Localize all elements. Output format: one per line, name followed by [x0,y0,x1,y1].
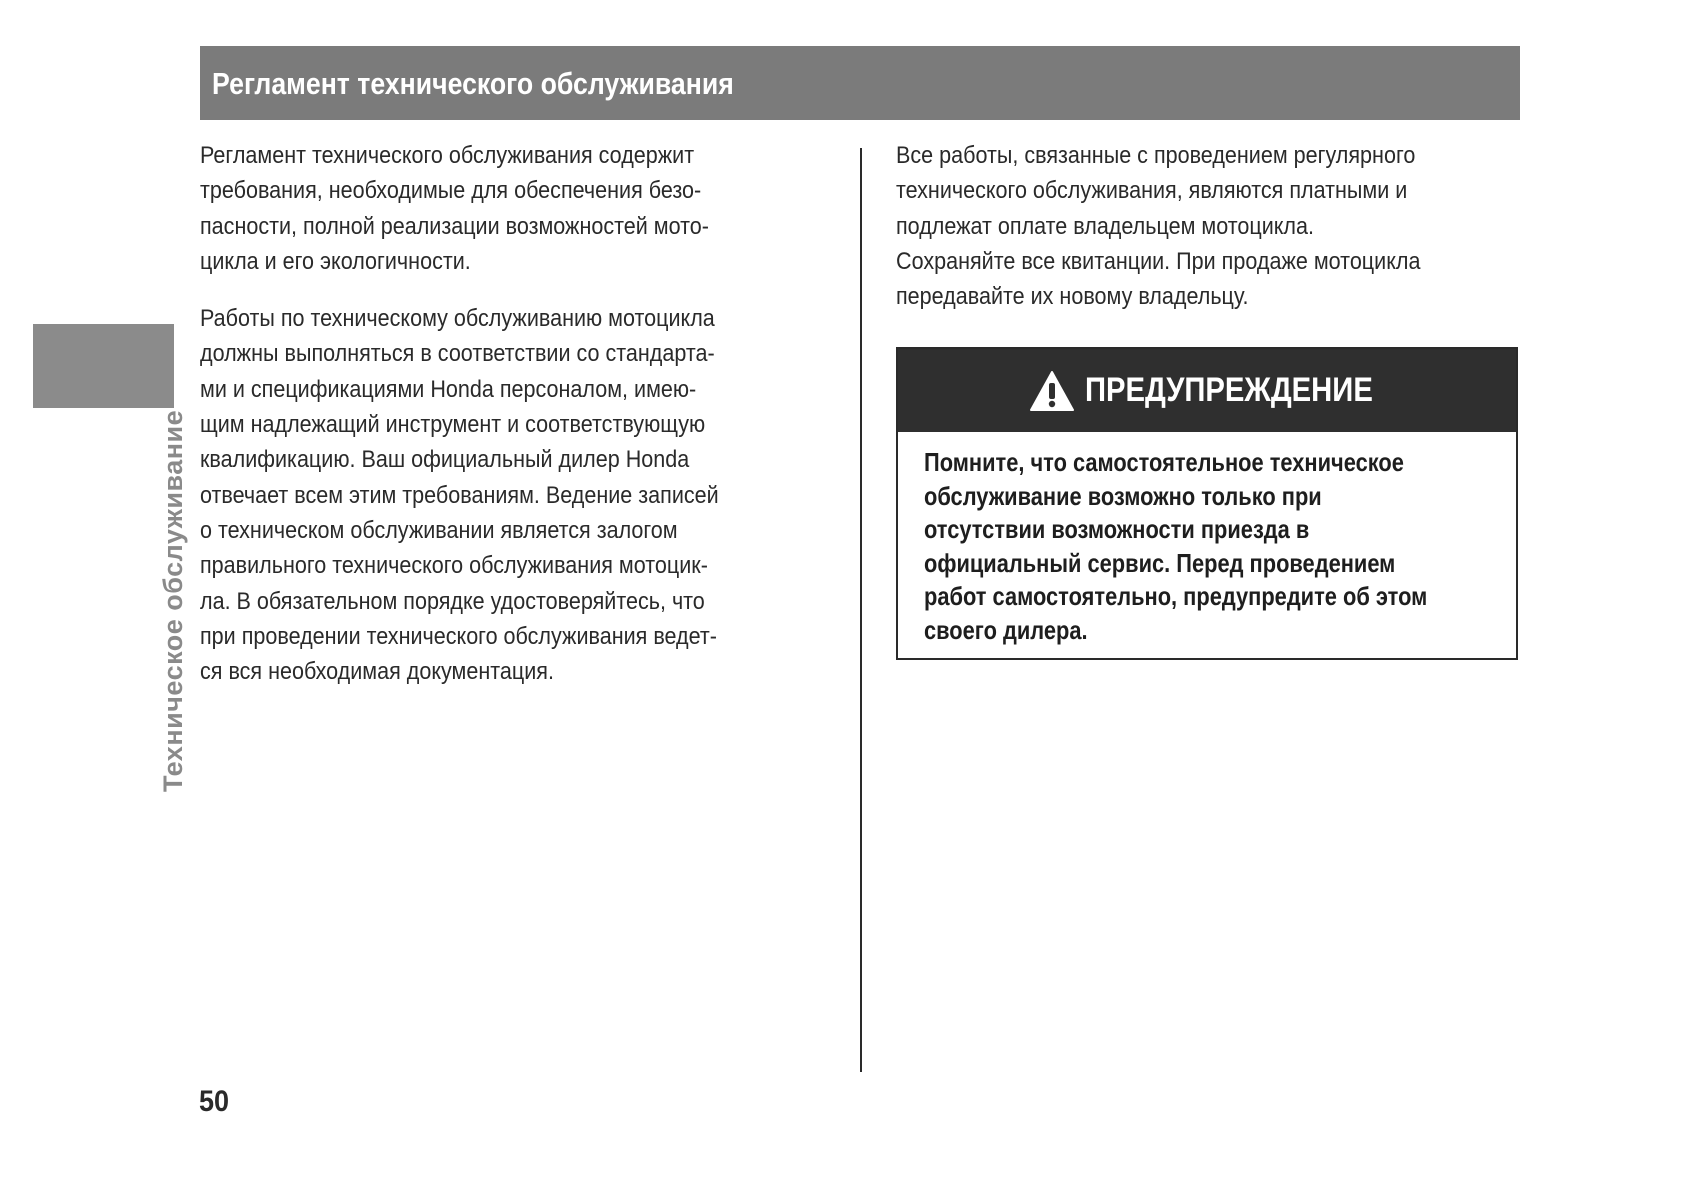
warning-line: официальный сервис. Перед проведением [924,547,1396,578]
warning-box [896,347,1518,660]
text-line: должны выполняться в соответствии со стандарта- [200,340,715,368]
column-divider [860,148,862,1072]
section-header [200,46,1520,120]
text-line: Регламент технического обслуживания содержит [200,142,695,169]
warning-triangle-icon [1029,370,1075,412]
page-title: Регламент технического обслуживания [212,66,734,101]
warning-title: ПРЕДУПРЕЖДЕНИЕ [1085,371,1373,409]
warning-line: своего дилера. [924,614,1088,645]
text-line: требования, необходимые для обеспечения безо- [200,177,702,205]
side-tab-label: Техническое обслуживание [158,409,188,792]
text-line: передавайте их новому владельцу. [896,283,1249,311]
warning-body [898,432,1516,648]
text-line: квалификацию. Ваш официальный дилер Honda [200,446,690,474]
warning-header [898,349,1516,432]
paragraph-payment [896,138,1524,314]
text-line: ла. В обязательном порядке удостоверяйтесь, что [200,587,705,615]
right-column [896,138,1524,314]
text-line: пасности, полной реализации возможностей мото- [200,212,709,240]
warning-line: отсутствии возможности приезда в [924,514,1310,545]
text-line: о техническом обслуживании является залогом [200,516,678,544]
text-line: ся вся необходимая документация. [200,658,554,686]
text-line: Сохраняйте все квитанции. При продаже мотоцикла [896,247,1421,275]
paragraph-intro [200,138,840,279]
warning-line: работ самостоятельно, предупредите об этом [924,581,1428,612]
side-tab-marker [33,324,174,408]
text-line: при проведении технического обслуживания ведет- [200,622,717,650]
text-line: правильного технического обслуживания мотоцик- [200,552,708,580]
text-line: технического обслуживания, являются платными и [896,177,1408,205]
warning-line: обслуживание возможно только при [924,480,1322,511]
left-column [200,138,840,689]
text-line: ми и спецификациями Honda персоналом, имею- [200,375,697,403]
text-line: щим надлежащий инструмент и соответствующую [200,411,706,439]
text-line: Работы по техническому обслуживанию мотоцикла [200,305,715,333]
text-line: отвечает всем этим требованиям. Ведение записей [200,481,719,509]
page-number: 50 [199,1085,230,1118]
text-line: подлежат оплате владельцем мотоцикла. [896,212,1314,240]
warning-line: Помните, что самостоятельное техническое [924,447,1404,477]
text-line: цикла и его экологичности. [200,247,471,275]
text-line: Все работы, связанные с проведением регулярного [896,142,1416,169]
paragraph-requirements [200,301,840,689]
